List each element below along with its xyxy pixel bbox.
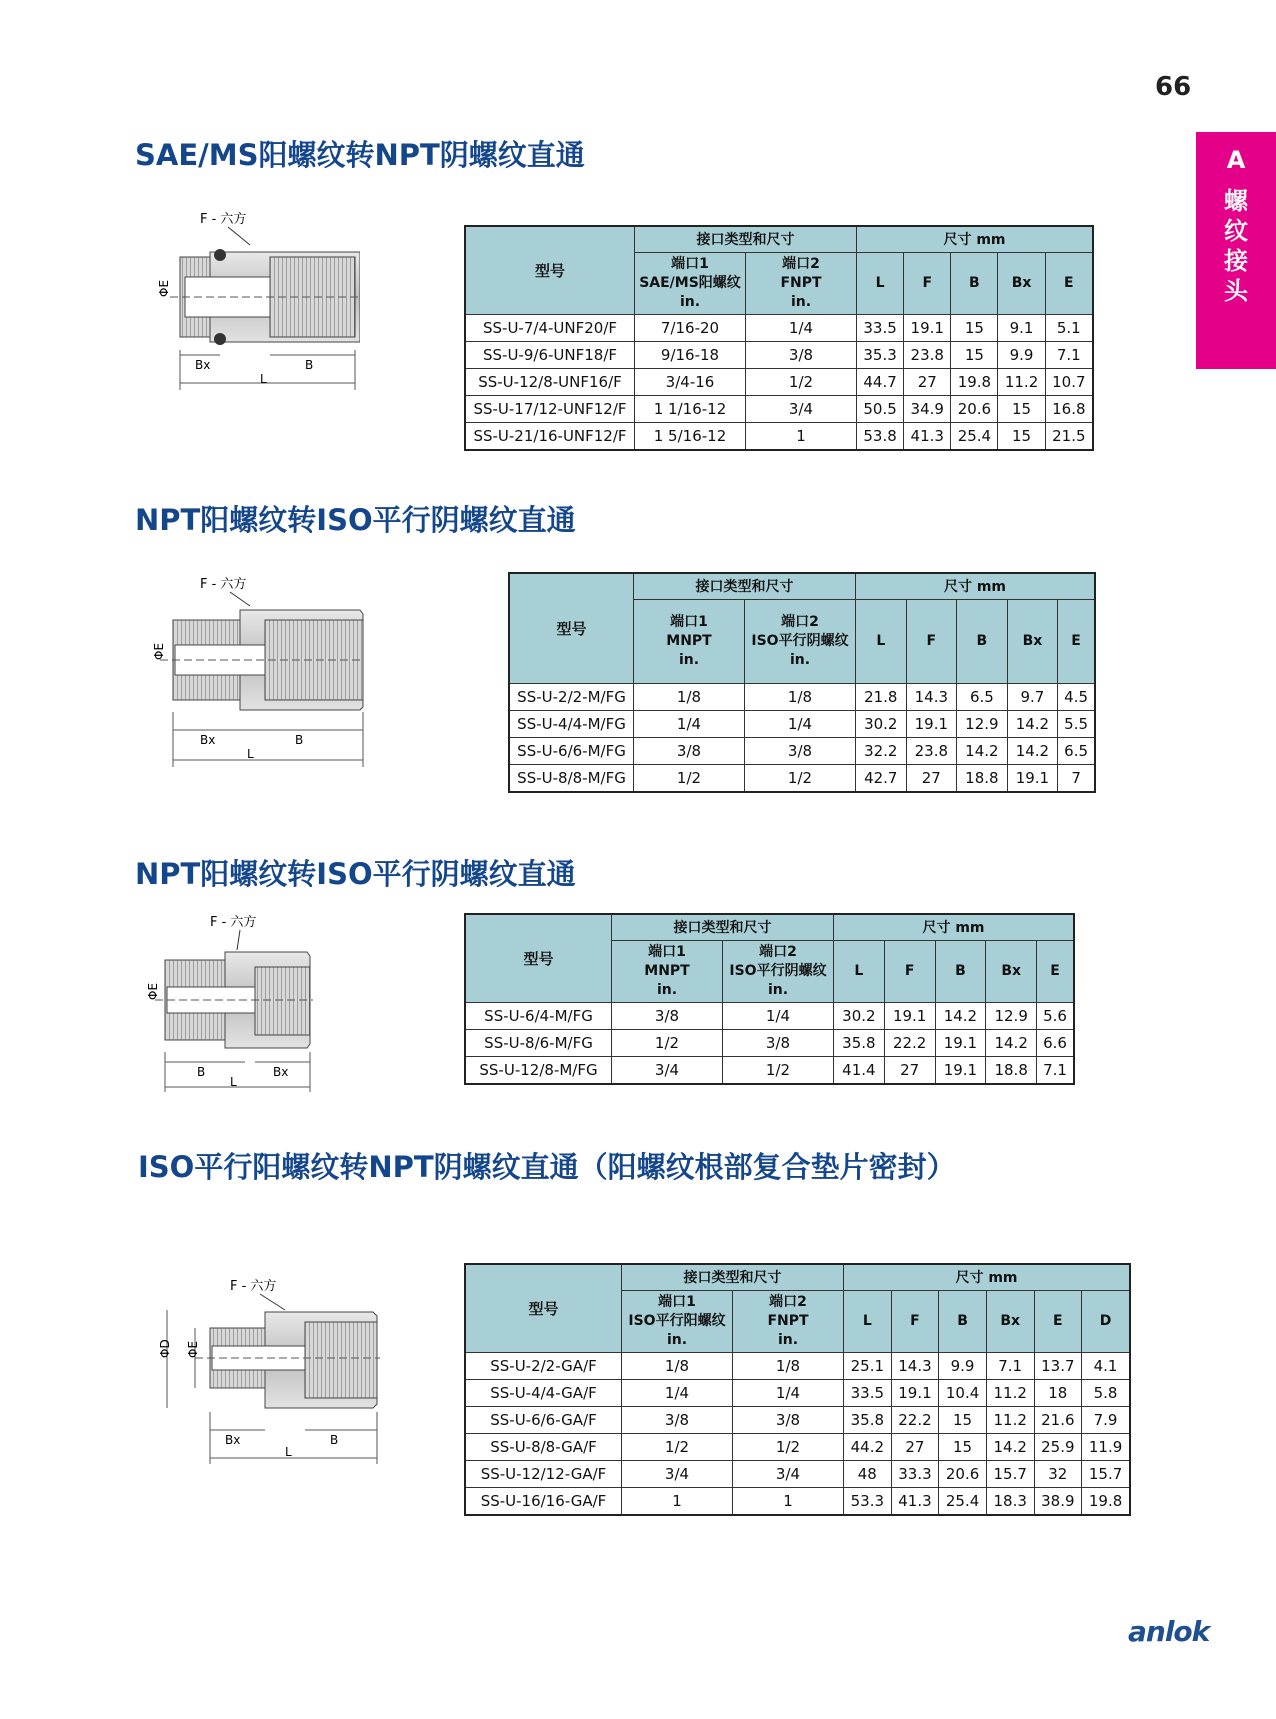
dim-cell: 11.2 xyxy=(998,368,1045,395)
port-cell: 3/8 xyxy=(622,1406,733,1433)
dim-cell: 13.7 xyxy=(1034,1352,1082,1379)
port2-line: in. xyxy=(789,651,811,668)
dim-cell: 27 xyxy=(904,368,951,395)
col-dim: Bx xyxy=(1007,599,1058,683)
dim-cell: 7.1 xyxy=(986,1352,1034,1379)
dim-cell: 27 xyxy=(891,1433,939,1460)
port-cell: 1/4 xyxy=(733,1379,844,1406)
model-cell: SS-U-7/4-UNF20/F xyxy=(465,314,635,341)
dim-cell: 21.6 xyxy=(1034,1406,1082,1433)
port-cell: 1/4 xyxy=(723,1002,834,1029)
port-group-header: 接口类型和尺寸 xyxy=(622,1264,844,1290)
dim-cell: 23.8 xyxy=(906,737,957,764)
dim-cell: 19.1 xyxy=(935,1029,986,1056)
dim-cell: 22.2 xyxy=(891,1406,939,1433)
model-cell: SS-U-21/16-UNF12/F xyxy=(465,422,635,450)
dim-cell: 25.4 xyxy=(939,1487,987,1515)
dim-cell: 4.5 xyxy=(1058,683,1095,710)
port2-line: 端口2 xyxy=(759,943,797,960)
model-cell: SS-U-12/12-GA/F xyxy=(465,1460,622,1487)
model-cell: SS-U-9/6-UNF18/F xyxy=(465,341,635,368)
port-cell: 1/2 xyxy=(634,764,745,792)
col-dim: B xyxy=(939,1290,987,1352)
dim-cell: 25.1 xyxy=(844,1352,892,1379)
dim-cell: 44.2 xyxy=(844,1433,892,1460)
port1-line: in. xyxy=(678,651,700,668)
dim-cell: 41.3 xyxy=(904,422,951,450)
port2-line: 端口2 xyxy=(769,1293,807,1310)
dim-cell: 19.1 xyxy=(904,314,951,341)
dim-cell: 18 xyxy=(1034,1379,1082,1406)
col-dim: L xyxy=(857,252,904,314)
port-cell: 1/2 xyxy=(622,1433,733,1460)
port1-line: in. xyxy=(666,1331,688,1348)
hex-label: F - 六方 xyxy=(210,915,257,930)
tab-char: 螺 xyxy=(1224,187,1248,215)
fitting-diagram xyxy=(150,205,360,395)
port2-line: FNPT xyxy=(780,274,822,291)
dim-cell: 15 xyxy=(951,341,998,368)
b-label: B xyxy=(197,1065,206,1079)
diameter-d-label: ΦD xyxy=(158,1339,172,1358)
table-row xyxy=(509,710,1095,737)
col-model: 型号 xyxy=(465,1264,622,1352)
dim-cell: 30.2 xyxy=(856,710,907,737)
dim-cell: 19.1 xyxy=(1007,764,1058,792)
dim-cell: 9.9 xyxy=(998,341,1045,368)
dim-cell: 6.5 xyxy=(1058,737,1095,764)
dim-cell: 5.8 xyxy=(1082,1379,1130,1406)
dim-cell: 44.7 xyxy=(857,368,904,395)
model-cell: SS-U-8/8-GA/F xyxy=(465,1433,622,1460)
dim-group-header: 尺寸 mm xyxy=(844,1264,1131,1290)
model-cell: SS-U-17/12-UNF12/F xyxy=(465,395,635,422)
dim-cell: 41.3 xyxy=(891,1487,939,1515)
dim-cell: 15 xyxy=(951,314,998,341)
tab-char: 头 xyxy=(1224,277,1248,305)
port-cell: 3/4-16 xyxy=(635,368,746,395)
col-dim: L xyxy=(856,599,907,683)
port1-line: in. xyxy=(679,293,701,310)
dim-cell: 18.8 xyxy=(986,1056,1037,1084)
dim-cell: 14.2 xyxy=(1007,737,1058,764)
diameter-e-label: ΦE xyxy=(186,1340,200,1358)
page-number: 66 xyxy=(1155,72,1192,102)
dim-cell: 20.6 xyxy=(939,1460,987,1487)
bx-label: Bx xyxy=(225,1433,241,1447)
dim-cell: 12.9 xyxy=(957,710,1008,737)
port1-line: 端口1 xyxy=(648,943,686,960)
dim-cell: 7.1 xyxy=(1045,341,1093,368)
table-row xyxy=(465,1406,1130,1433)
dim-cell: 50.5 xyxy=(857,395,904,422)
col-model: 型号 xyxy=(465,226,635,314)
diameter-e-label: ΦE xyxy=(146,982,160,1000)
model-cell: SS-U-2/2-GA/F xyxy=(465,1352,622,1379)
port2-line: in. xyxy=(790,293,812,310)
port-cell: 3/8 xyxy=(746,341,857,368)
port-cell: 1 1/16-12 xyxy=(635,395,746,422)
dim-cell: 35.8 xyxy=(834,1029,885,1056)
port2-line: 端口2 xyxy=(782,255,820,272)
col-port2 xyxy=(746,252,857,314)
dim-cell: 14.2 xyxy=(957,737,1008,764)
port-cell: 1/4 xyxy=(622,1379,733,1406)
port-cell: 3/4 xyxy=(612,1056,723,1084)
port-cell: 1/2 xyxy=(746,368,857,395)
port-group-header: 接口类型和尺寸 xyxy=(634,573,856,599)
port-cell: 3/4 xyxy=(622,1460,733,1487)
dim-cell: 48 xyxy=(844,1460,892,1487)
col-port1 xyxy=(635,252,746,314)
dim-cell: 27 xyxy=(906,764,957,792)
port-cell: 1/8 xyxy=(733,1352,844,1379)
dim-cell: 11.9 xyxy=(1082,1433,1130,1460)
port-cell: 1/2 xyxy=(733,1433,844,1460)
col-dim: B xyxy=(951,252,998,314)
dim-cell: 9.7 xyxy=(1007,683,1058,710)
dim-cell: 53.8 xyxy=(857,422,904,450)
l-label: L xyxy=(260,372,267,386)
dim-cell: 33.3 xyxy=(891,1460,939,1487)
dim-cell: 19.1 xyxy=(891,1379,939,1406)
port2-line: FNPT xyxy=(767,1312,809,1329)
col-model: 型号 xyxy=(465,914,612,1002)
dim-cell: 7.9 xyxy=(1082,1406,1130,1433)
section-title: NPT阳螺纹转ISO平行阴螺纹直通 xyxy=(135,503,576,537)
table-row xyxy=(509,737,1095,764)
port-cell: 3/8 xyxy=(612,1002,723,1029)
b-label: B xyxy=(295,733,304,747)
col-dim: Bx xyxy=(998,252,1045,314)
spec-table xyxy=(464,913,1075,1085)
dim-cell: 21.8 xyxy=(856,683,907,710)
table-body xyxy=(465,1352,1130,1515)
col-port2 xyxy=(745,599,856,683)
port-cell: 3/8 xyxy=(723,1029,834,1056)
fitting-diagram xyxy=(145,1272,385,1472)
tab-char: 纹 xyxy=(1224,217,1248,245)
dim-cell: 30.2 xyxy=(834,1002,885,1029)
table-row xyxy=(465,314,1093,341)
port-cell: 3/4 xyxy=(746,395,857,422)
dim-cell: 14.3 xyxy=(891,1352,939,1379)
dim-cell: 20.6 xyxy=(951,395,998,422)
col-dim: E xyxy=(1058,599,1095,683)
dim-cell: 16.8 xyxy=(1045,395,1093,422)
table-row xyxy=(465,341,1093,368)
b-label: B xyxy=(330,1433,339,1447)
col-dim: L xyxy=(834,940,885,1002)
port-cell: 1 5/16-12 xyxy=(635,422,746,450)
model-cell: SS-U-6/6-M/FG xyxy=(509,737,634,764)
port-cell: 7/16-20 xyxy=(635,314,746,341)
dim-cell: 7.1 xyxy=(1037,1056,1074,1084)
section-title: SAE/MS阳螺纹转NPT阴螺纹直通 xyxy=(135,138,585,172)
port2-line: 端口2 xyxy=(781,613,819,630)
dim-cell: 23.8 xyxy=(904,341,951,368)
port-cell: 1/4 xyxy=(746,314,857,341)
port-cell: 1/8 xyxy=(745,683,856,710)
port1-line: 端口1 xyxy=(671,255,709,272)
port1-line: SAE/MS阳螺纹 xyxy=(639,274,741,291)
dim-group-header: 尺寸 mm xyxy=(856,573,1096,599)
hex-label: F - 六方 xyxy=(200,577,247,592)
dim-cell: 14.2 xyxy=(935,1002,986,1029)
port-cell: 1 xyxy=(746,422,857,450)
port2-line: ISO平行阴螺纹 xyxy=(751,632,849,649)
port-cell: 1/8 xyxy=(622,1352,733,1379)
spec-table xyxy=(508,572,1096,793)
dim-cell: 35.3 xyxy=(857,341,904,368)
col-port1 xyxy=(612,940,723,1002)
dim-cell: 19.1 xyxy=(935,1056,986,1084)
bx-label: Bx xyxy=(273,1065,289,1079)
model-cell: SS-U-6/4-M/FG xyxy=(465,1002,612,1029)
dim-cell: 25.4 xyxy=(951,422,998,450)
col-dim: E xyxy=(1034,1290,1082,1352)
port1-line: 端口1 xyxy=(670,613,708,630)
dim-cell: 19.8 xyxy=(951,368,998,395)
port-group-header: 接口类型和尺寸 xyxy=(635,226,857,252)
col-port2 xyxy=(723,940,834,1002)
port-cell: 3/4 xyxy=(733,1460,844,1487)
port-cell: 1/4 xyxy=(745,710,856,737)
port-cell: 9/16-18 xyxy=(635,341,746,368)
port1-line: MNPT xyxy=(644,962,690,979)
dim-cell: 19.1 xyxy=(906,710,957,737)
port1-line: ISO平行阳螺纹 xyxy=(628,1312,726,1329)
dim-cell: 32.2 xyxy=(856,737,907,764)
bx-label: Bx xyxy=(200,733,216,747)
table-row xyxy=(465,395,1093,422)
dim-cell: 27 xyxy=(884,1056,935,1084)
dim-cell: 14.2 xyxy=(1007,710,1058,737)
port-cell: 3/8 xyxy=(745,737,856,764)
bx-label: Bx xyxy=(195,358,211,372)
port2-line: ISO平行阴螺纹 xyxy=(729,962,827,979)
table-row xyxy=(465,1056,1074,1084)
port1-line: in. xyxy=(656,981,678,998)
table-row xyxy=(465,1029,1074,1056)
col-dim: F xyxy=(906,599,957,683)
model-cell: SS-U-6/6-GA/F xyxy=(465,1406,622,1433)
dim-cell: 19.8 xyxy=(1082,1487,1130,1515)
dim-cell: 19.1 xyxy=(884,1002,935,1029)
dim-cell: 18.8 xyxy=(957,764,1008,792)
port1-line: 端口1 xyxy=(658,1293,696,1310)
spec-table xyxy=(464,225,1094,451)
model-cell: SS-U-12/8-M/FG xyxy=(465,1056,612,1084)
dim-cell: 14.2 xyxy=(986,1433,1034,1460)
dim-cell: 35.8 xyxy=(844,1406,892,1433)
col-model: 型号 xyxy=(509,573,634,683)
table-row xyxy=(465,422,1093,450)
port1-line: MNPT xyxy=(666,632,712,649)
dim-cell: 5.6 xyxy=(1037,1002,1074,1029)
table-body xyxy=(465,1002,1074,1084)
table-row xyxy=(465,1487,1130,1515)
dim-cell: 15 xyxy=(998,395,1045,422)
col-dim: E xyxy=(1045,252,1093,314)
model-cell: SS-U-8/8-M/FG xyxy=(509,764,634,792)
dim-cell: 21.5 xyxy=(1045,422,1093,450)
port2-line: in. xyxy=(777,1331,799,1348)
section-tab-letter: A xyxy=(1226,146,1246,174)
col-port2 xyxy=(733,1290,844,1352)
model-cell: SS-U-12/8-UNF16/F xyxy=(465,368,635,395)
col-dim: Bx xyxy=(986,1290,1034,1352)
col-dim: F xyxy=(891,1290,939,1352)
l-label: L xyxy=(230,1075,237,1089)
table-row xyxy=(465,1460,1130,1487)
col-dim: D xyxy=(1082,1290,1130,1352)
dim-cell: 15.7 xyxy=(1082,1460,1130,1487)
col-port1 xyxy=(634,599,745,683)
dim-cell: 6.5 xyxy=(957,683,1008,710)
table-row xyxy=(465,1379,1130,1406)
port-cell: 1/4 xyxy=(634,710,745,737)
section-tab[interactable] xyxy=(1196,132,1276,369)
port2-line: in. xyxy=(767,981,789,998)
col-dim: B xyxy=(935,940,986,1002)
dim-cell: 5.5 xyxy=(1058,710,1095,737)
dim-cell: 14.2 xyxy=(986,1029,1037,1056)
port-cell: 1/2 xyxy=(745,764,856,792)
dim-cell: 18.3 xyxy=(986,1487,1034,1515)
col-port1 xyxy=(622,1290,733,1352)
dim-cell: 10.7 xyxy=(1045,368,1093,395)
dim-cell: 38.9 xyxy=(1034,1487,1082,1515)
port-cell: 3/8 xyxy=(733,1406,844,1433)
dim-cell: 9.9 xyxy=(939,1352,987,1379)
dim-cell: 53.3 xyxy=(844,1487,892,1515)
port-cell: 3/8 xyxy=(634,737,745,764)
table-row xyxy=(465,1352,1130,1379)
dim-cell: 14.3 xyxy=(906,683,957,710)
col-dim: F xyxy=(884,940,935,1002)
diameter-e-label: ΦE xyxy=(152,642,166,660)
port-cell: 1 xyxy=(622,1487,733,1515)
dim-cell: 15 xyxy=(998,422,1045,450)
dim-cell: 11.2 xyxy=(986,1379,1034,1406)
dim-cell: 25.9 xyxy=(1034,1433,1082,1460)
dim-cell: 41.4 xyxy=(834,1056,885,1084)
brand-logo: anlok xyxy=(1128,1615,1210,1648)
dim-cell: 42.7 xyxy=(856,764,907,792)
section-title: NPT阳螺纹转ISO平行阴螺纹直通 xyxy=(135,857,576,891)
dim-cell: 15.7 xyxy=(986,1460,1034,1487)
dim-cell: 12.9 xyxy=(986,1002,1037,1029)
col-dim: B xyxy=(957,599,1008,683)
dim-cell: 7 xyxy=(1058,764,1095,792)
table-row xyxy=(509,764,1095,792)
model-cell: SS-U-16/16-GA/F xyxy=(465,1487,622,1515)
model-cell: SS-U-2/2-M/FG xyxy=(509,683,634,710)
port-cell: 1/2 xyxy=(612,1029,723,1056)
model-cell: SS-U-4/4-GA/F xyxy=(465,1379,622,1406)
dim-cell: 32 xyxy=(1034,1460,1082,1487)
fitting-diagram xyxy=(145,912,320,1097)
fitting-diagram xyxy=(145,572,365,772)
b-label: B xyxy=(305,358,314,372)
table-row xyxy=(509,683,1095,710)
l-label: L xyxy=(285,1445,292,1459)
port-cell: 1/2 xyxy=(723,1056,834,1084)
table-body xyxy=(509,683,1095,792)
dim-cell: 15 xyxy=(939,1433,987,1460)
dim-cell: 33.5 xyxy=(857,314,904,341)
dim-cell: 11.2 xyxy=(986,1406,1034,1433)
col-dim: L xyxy=(844,1290,892,1352)
port-cell: 1/8 xyxy=(634,683,745,710)
hex-label: F - 六方 xyxy=(230,1279,277,1294)
table-body xyxy=(465,314,1093,450)
dim-cell: 22.2 xyxy=(884,1029,935,1056)
port-cell: 1 xyxy=(733,1487,844,1515)
dim-cell: 10.4 xyxy=(939,1379,987,1406)
dim-cell: 4.1 xyxy=(1082,1352,1130,1379)
section-title: ISO平行阳螺纹转NPT阴螺纹直通（阳螺纹根部复合垫片密封） xyxy=(138,1150,956,1184)
model-cell: SS-U-8/6-M/FG xyxy=(465,1029,612,1056)
l-label: L xyxy=(247,747,254,761)
col-dim: E xyxy=(1037,940,1074,1002)
dim-cell: 34.9 xyxy=(904,395,951,422)
dim-cell: 9.1 xyxy=(998,314,1045,341)
dim-group-header: 尺寸 mm xyxy=(834,914,1075,940)
dim-cell: 6.6 xyxy=(1037,1029,1074,1056)
model-cell: SS-U-4/4-M/FG xyxy=(509,710,634,737)
dim-group-header: 尺寸 mm xyxy=(857,226,1094,252)
section-tab-label xyxy=(1196,186,1276,306)
dim-cell: 15 xyxy=(939,1406,987,1433)
col-dim: F xyxy=(904,252,951,314)
table-row xyxy=(465,1002,1074,1029)
table-row xyxy=(465,368,1093,395)
tab-char: 接 xyxy=(1224,247,1248,275)
dim-cell: 5.1 xyxy=(1045,314,1093,341)
diameter-e-label: ΦE xyxy=(157,279,171,297)
hex-label: F - 六方 xyxy=(200,212,247,227)
dim-cell: 33.5 xyxy=(844,1379,892,1406)
spec-table xyxy=(464,1263,1131,1516)
col-dim: Bx xyxy=(986,940,1037,1002)
port-group-header: 接口类型和尺寸 xyxy=(612,914,834,940)
table-row xyxy=(465,1433,1130,1460)
